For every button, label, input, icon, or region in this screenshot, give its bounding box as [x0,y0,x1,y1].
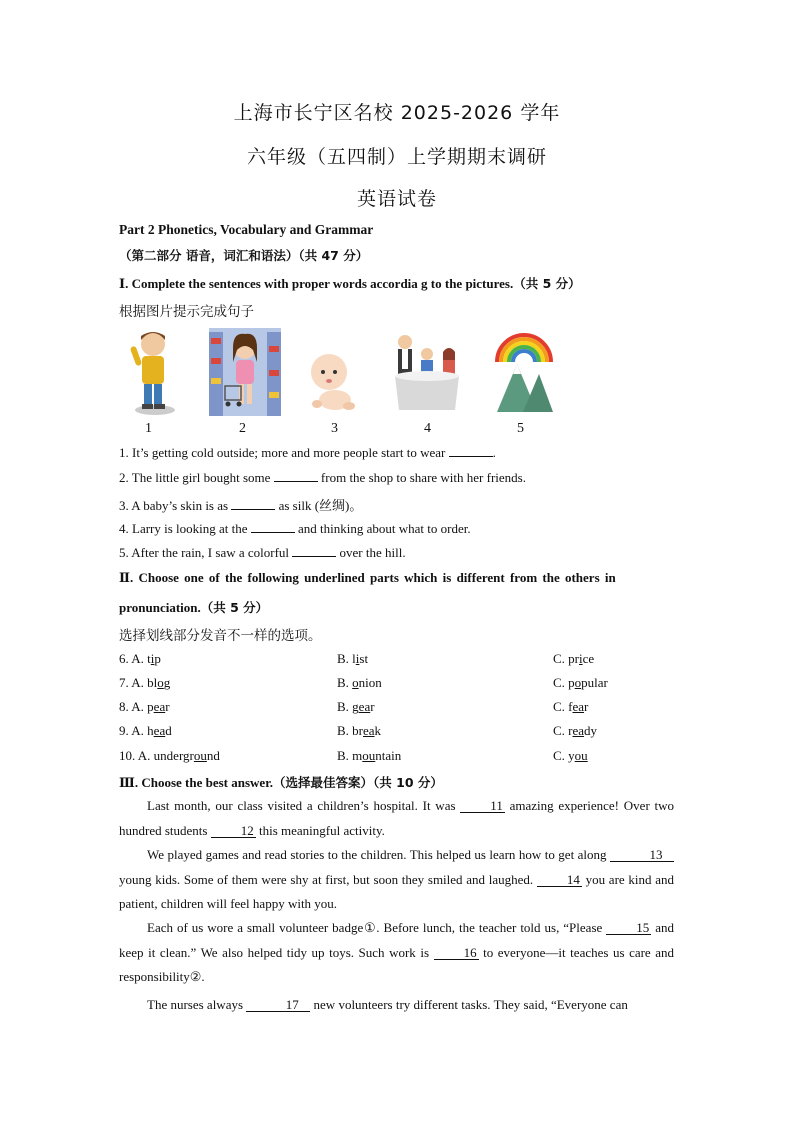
girl-shopping-picture [209,328,281,416]
option-part: B. m [337,748,363,763]
answer-blank-1[interactable] [449,456,493,457]
option-part: C. p [553,675,575,690]
section2-heading-line1: Ⅱ. Choose one of the following underlined parts which is different from the others in [119,570,616,585]
sentence-2-tail: from the shop to share with her friends. [317,470,526,485]
option-8a[interactable] [119,699,170,715]
option-part: h [147,723,154,738]
section2-heading-line2 [119,598,268,616]
option-part: k [374,723,382,738]
cloze-text: The nurses always [147,997,244,1012]
sentence-4-tail: and thinking about what to order. [294,521,471,536]
exam-title-grade: 六年级（五四制）上学期期末调研 [246,146,547,168]
option-7a[interactable] [119,675,170,691]
q-number: 7. A. [119,675,148,690]
option-part: B. g [337,699,359,714]
section1-instruction: 根据图片提示完成句子 [119,304,254,320]
option-part: B. l [337,651,356,666]
cloze-paragraph-4 [119,993,674,1018]
picture-strip [119,328,559,420]
answer-blank-2[interactable] [274,481,318,482]
option-part: nd [206,748,220,763]
underlined-part: ea [572,699,585,714]
option-part: nion [358,675,382,690]
cloze-text: Last month, our class visited a children’s hospital. It was [147,798,456,813]
cloze-blank-17[interactable]: 17 [246,998,310,1012]
picture-number-5: 5 [517,421,524,436]
option-7b[interactable] [337,675,382,691]
cloze-blank-14[interactable]: 14 [537,873,582,887]
option-10a[interactable] [119,748,220,764]
cloze-text: this meaningful activity. [258,822,385,838]
section2-instruction: 选择划线部分发音不一样的选项。 [119,628,322,644]
exam-title-school: 上海市长宁区名校 2025-2026 学年 [233,102,561,124]
sentence-3-tail: as silk (丝绸)。 [275,498,363,513]
cloze-text: to [483,944,494,960]
option-7c[interactable] [553,675,608,691]
option-8b[interactable] [337,699,375,715]
section3-heading-cn: （选择最佳答案）（共 10 分） [273,775,443,790]
option-part: B. [337,675,353,690]
rainbow-picture [493,328,555,416]
option-part: p [147,699,154,714]
option-8c[interactable] [553,699,588,715]
option-part: undergr [153,748,194,763]
section1-score: （共 5 分） [513,276,581,291]
phonetics-row-9 [119,723,679,741]
sentence-2 [119,470,526,486]
underlined-part: i [355,651,360,666]
baby-picture [305,350,357,412]
underlined-part: o [574,675,582,690]
picture-number-3: 3 [331,421,338,436]
cloze-text: you are kind and patient, children will feel happy with you. [119,871,674,911]
sentence-2-text: 2. The little girl bought some [119,470,271,485]
cloze-blank-13[interactable]: 13 [610,848,674,862]
underlined-part: ea [153,699,166,714]
section2-heading-text: pronunciation. [119,600,201,615]
picture-number-2: 2 [239,421,246,436]
option-part: C. f [553,699,573,714]
option-part: ntain [375,748,402,763]
option-part: t [147,651,151,666]
sentence-5-tail: over the hill. [336,545,406,560]
option-part: r [584,699,589,714]
boy-picture [125,328,177,416]
option-part: C. pr [553,651,579,666]
section1-heading-text: Ⅰ. Complete the sentences with proper words accordia g to the pictures. [119,276,514,291]
option-part: st [359,651,369,666]
underlined-part: ea [572,723,585,738]
underlined-part: ea [153,723,166,738]
underlined-part: i [150,651,155,666]
option-9c[interactable] [553,723,597,739]
phonetics-row-10 [119,748,679,766]
option-part: bl [147,675,158,690]
option-part: dy [584,723,598,738]
picture-number-4: 4 [424,421,431,436]
option-6a[interactable] [119,651,161,667]
option-6c[interactable] [553,651,594,667]
sentence-4 [119,521,471,537]
option-part: C. r [553,723,573,738]
option-10b[interactable] [337,748,401,764]
cloze-text: Each of us wore a small volunteer badge①. Before lunch, the teacher told us, “Please [147,920,603,935]
picture-number-1: 1 [145,421,152,436]
underlined-part: ea [358,699,371,714]
option-part: ce [582,651,595,666]
answer-blank-5[interactable] [292,556,336,557]
cloze-paragraph-2 [119,843,674,917]
cloze-text: amazing experience! [509,798,620,813]
phonetics-row-7 [119,675,679,693]
cloze-text: Over two hundred students [119,798,675,838]
sentence-5 [119,545,406,561]
sentence-1 [119,445,496,461]
q-number: 8. A. [119,699,148,714]
option-part: pular [581,675,608,690]
option-part: r [165,699,170,714]
sentence-4-text: 4. Larry is looking at the [119,521,248,536]
sentence-5-text: 5. After the rain, I saw a colorful [119,545,290,560]
option-6b[interactable] [337,651,368,667]
q-number: 6. A. [119,651,148,666]
option-9a[interactable] [119,723,172,739]
option-part: g [163,675,171,690]
underlined-part: ou [574,748,588,763]
sentence-3 [119,495,362,514]
q-number: 9. A. [119,723,148,738]
option-part: d [165,723,172,738]
cloze-paragraph-1 [119,794,674,843]
option-part: r [370,699,375,714]
answer-blank-3[interactable] [231,509,275,510]
underlined-part: ea [363,723,375,738]
cloze-text: We played games and read stories to the children. This helped us learn how to get along [147,847,607,862]
option-part: p [154,651,161,666]
phonetics-row-6 [119,651,679,669]
underlined-part: o [157,675,164,690]
cloze-blank-16[interactable]: 16 [434,946,479,960]
part-heading-cn: （第二部分 语音，词汇和语法）（共 47 分） [119,248,369,263]
section2-score: （共 5 分） [200,600,269,615]
underlined-part: ou [362,748,376,763]
cloze-blank-12[interactable]: 12 [211,824,256,838]
underlined-part: o [352,675,359,690]
option-part: C. y [553,748,575,763]
cloze-paragraph-3 [119,916,674,990]
section3-heading-text: Ⅲ. Choose the best answer. [119,775,274,790]
restaurant-picture [389,332,465,416]
cloze-text: and keep it clean.” We also helped tidy up toys. Such work is [119,920,675,960]
part-heading: Part 2 Phonetics, Vocabulary and Grammar [119,222,374,237]
cloze-text: new volunteers try different tasks. They said, “Everyone can [313,997,628,1012]
sentence-1-tail: . [492,445,496,460]
cloze-text: everyone—it teaches us care and responsibility②. [119,944,675,984]
section1-heading [119,274,581,292]
option-9b[interactable] [337,723,381,739]
option-part: B. br [337,723,363,738]
section3-heading [119,773,443,791]
option-10c[interactable] [553,748,588,764]
answer-blank-4[interactable] [251,532,295,533]
q-number: 10. A. [119,748,154,763]
underlined-part: ou [193,748,207,763]
cloze-blank-11[interactable]: 11 [460,799,505,813]
sentence-3-text: 3. A baby’s skin is as [119,498,229,513]
cloze-blank-15[interactable]: 15 [606,921,651,935]
sentence-1-text: 1. It’s getting cold outside; more and more people start to wear [119,445,446,460]
cloze-text: young kids. Some of them were shy at first, but soon they smiled and laughed. [119,871,534,887]
underlined-part: i [579,651,583,666]
phonetics-row-8 [119,699,679,717]
exam-title-subject: 英语试卷 [356,188,437,210]
